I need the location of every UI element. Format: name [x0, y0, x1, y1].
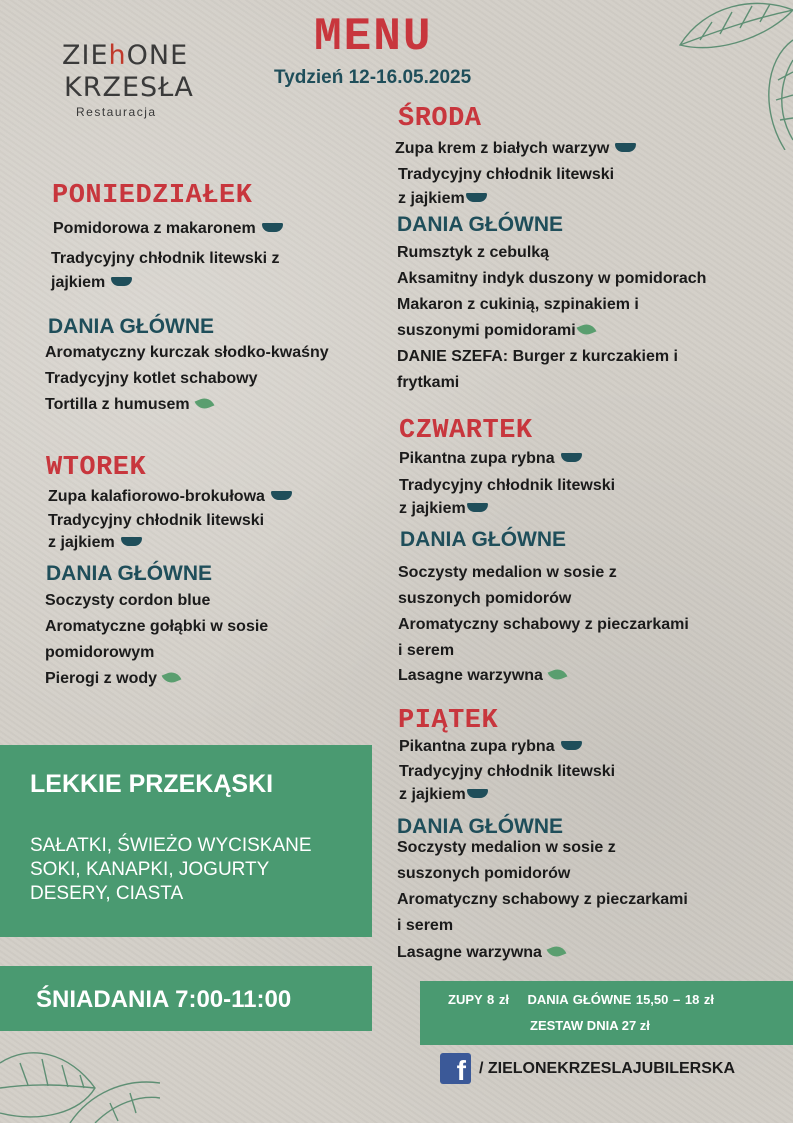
breakfast-panel	[0, 966, 372, 1031]
section-heading-mains: DANIA GŁÓWNE	[46, 562, 213, 585]
soup-bowl-icon	[111, 277, 132, 286]
menu-item: Pikantna zupa rybna	[399, 737, 582, 756]
menu-item: z jajkiem	[398, 189, 487, 208]
snacks-line: SAŁATKI, ŚWIEŻO WYCISKANE	[30, 835, 312, 856]
section-heading-mains: DANIA GŁÓWNE	[397, 213, 564, 236]
snacks-list	[30, 834, 312, 906]
logo-text-line2: KRZESŁA	[64, 72, 194, 103]
menu-item: Pomidorowa z makaronem	[53, 219, 283, 238]
menu-item: Tortilla z humusem	[45, 395, 213, 414]
soup-bowl-icon	[561, 741, 582, 750]
menu-item: Aksamitny indyk duszony w pomidorach	[397, 270, 707, 287]
menu-item: Lasagne warzywna	[398, 666, 566, 685]
menu-item: Pikantna zupa rybna	[399, 449, 582, 468]
menu-item: Tradycyjny chłodnik litewski	[48, 512, 265, 529]
soup-bowl-icon	[466, 193, 487, 202]
menu-item: Zupa krem z białych warzyw	[395, 139, 636, 158]
soup-bowl-icon	[467, 789, 488, 798]
logo-text-line1: ZIEhONE	[62, 40, 189, 71]
day-heading-friday: PIĄTEK	[398, 706, 499, 736]
menu-item: Aromatyczny kurczak słodko-kwaśny	[45, 344, 329, 361]
menu-item: suszonych pomidorów	[397, 865, 571, 882]
day-heading-wednesday: ŚRODA	[398, 104, 482, 134]
menu-item: Pierogi z wody	[45, 669, 180, 688]
menu-item: Soczysty medalion w sosie z	[397, 839, 616, 856]
menu-item: z jajkiem	[399, 499, 488, 518]
facebook-handle-link[interactable]: / ZIELONEKRZESLAJUBILERSKA	[479, 1060, 736, 1077]
menu-item: Tradycyjny chłodnik litewski	[398, 166, 615, 183]
leaf-decoration-top-right-icon	[660, 0, 793, 150]
menu-item: Rumsztyk z cebulką	[397, 244, 550, 261]
menu-title: MENU	[314, 11, 433, 63]
snacks-panel	[0, 745, 372, 937]
menu-item: Tradycyjny chłodnik litewski	[399, 763, 616, 780]
soup-bowl-icon	[561, 453, 582, 462]
menu-item: Zupa kalafiorowo-brokułowa	[48, 487, 292, 506]
menu-item: Soczysty cordon blue	[45, 592, 211, 609]
menu-item: frytkami	[397, 374, 460, 391]
soup-bowl-icon	[121, 537, 142, 546]
menu-item: z jajkiem	[48, 533, 142, 552]
day-heading-monday: PONIEDZIAŁEK	[52, 181, 253, 211]
menu-item: i serem	[398, 642, 455, 659]
day-heading-thursday: CZWARTEK	[399, 416, 533, 446]
prices-line: ZUPY 8 zł DANIA GŁÓWNE 15,50 – 18 zł	[448, 992, 715, 1007]
menu-item: Aromatyczny schabowy z pieczarkami	[397, 891, 688, 908]
menu-item: Tradycyjny chłodnik litewski	[399, 477, 616, 494]
vegetarian-leaf-icon	[547, 943, 567, 960]
section-heading-mains: DANIA GŁÓWNE	[400, 528, 567, 551]
menu-item: jajkiem	[51, 273, 132, 292]
section-heading-mains: DANIA GŁÓWNE	[48, 315, 215, 338]
facebook-icon[interactable]: f	[440, 1053, 471, 1084]
menu-item: Aromatyczne gołąbki w sosie	[45, 618, 269, 635]
menu-item: z jajkiem	[399, 785, 488, 804]
breakfast-hours: ŚNIADANIA 7:00-11:00	[36, 986, 292, 1013]
leaf-decoration-bottom-left-icon	[0, 1033, 160, 1123]
snacks-title: LEKKIE PRZEKĄSKI	[30, 770, 274, 798]
soup-bowl-icon	[467, 503, 488, 512]
menu-item: Tradycyjny kotlet schabowy	[45, 370, 258, 387]
menu-item: suszonych pomidorów	[398, 590, 572, 607]
soup-bowl-icon	[271, 491, 292, 500]
menu-item: i serem	[397, 917, 454, 934]
day-heading-tuesday: WTOREK	[46, 453, 147, 483]
snacks-line: SOKI, KANAPKI, JOGURTY	[30, 859, 270, 880]
prices-panel	[420, 981, 793, 1045]
week-range: Tydzień 12-16.05.2025	[274, 67, 472, 88]
section-heading-mains: DANIA GŁÓWNE	[397, 815, 564, 838]
menu-item: Makaron z cukinią, szpinakiem i	[397, 296, 639, 313]
soup-bowl-icon	[615, 143, 636, 152]
menu-item: Aromatyczny schabowy z pieczarkami	[398, 616, 689, 633]
prices-line: ZESTAW DNIA 27 zł	[530, 1018, 650, 1033]
vegetarian-leaf-icon	[576, 321, 596, 338]
vegetarian-leaf-icon	[194, 395, 214, 412]
menu-item: Soczysty medalion w sosie z	[398, 564, 617, 581]
vegetarian-leaf-icon	[548, 666, 568, 683]
soup-bowl-icon	[262, 223, 283, 232]
snacks-line: DESERY, CIASTA	[30, 883, 184, 904]
logo-subtitle: Restauracja	[76, 105, 157, 119]
menu-item: suszonymi pomidorami	[397, 321, 595, 340]
vegetarian-leaf-icon	[162, 669, 182, 686]
menu-item: pomidorowym	[45, 644, 155, 661]
menu-item: DANIE SZEFA: Burger z kurczakiem i	[397, 348, 678, 365]
menu-item: Tradycyjny chłodnik litewski z	[51, 250, 280, 267]
menu-item: Lasagne warzywna	[397, 943, 565, 962]
